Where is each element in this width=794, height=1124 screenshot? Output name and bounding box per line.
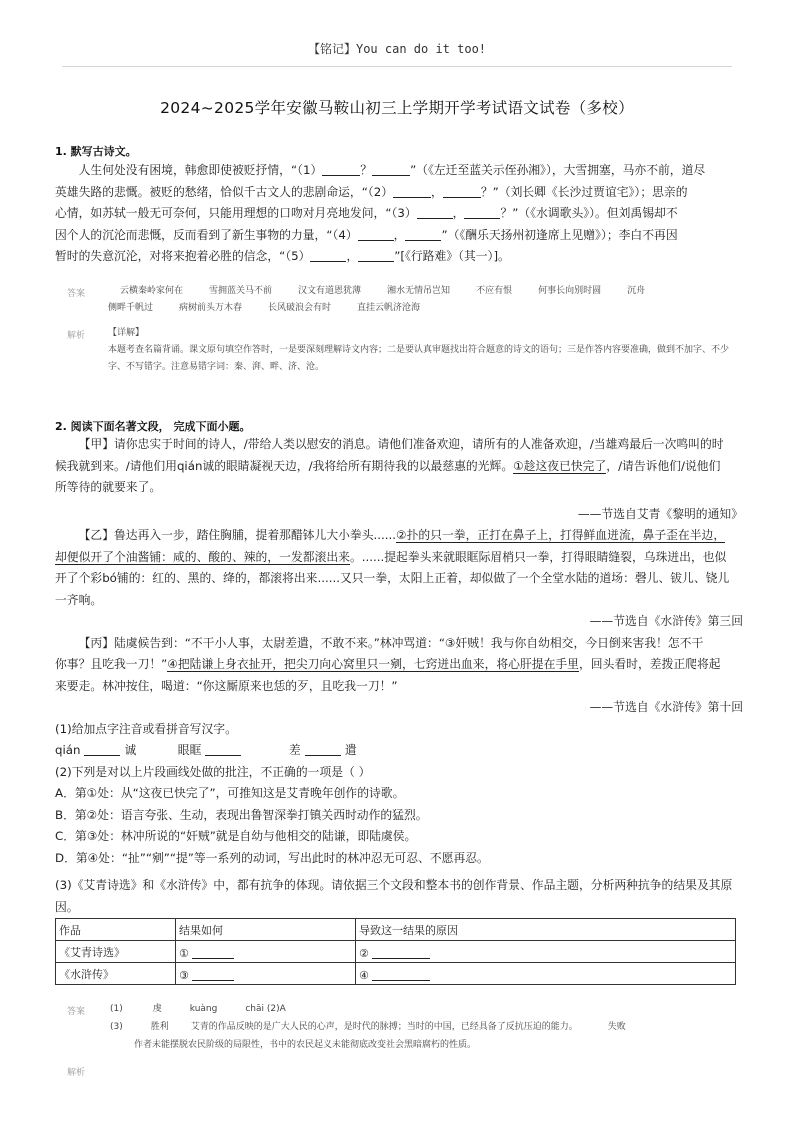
table-row — [56, 963, 736, 985]
table-header: 结果如何 — [176, 919, 356, 941]
blank-4a[interactable] — [358, 226, 394, 241]
blank-5b[interactable] — [358, 247, 394, 262]
blank-4b[interactable] — [405, 226, 441, 241]
blank-2b[interactable] — [443, 183, 481, 198]
blank-qian[interactable] — [84, 741, 120, 756]
blank-1a[interactable] — [322, 161, 360, 176]
blank-cell-2[interactable] — [372, 944, 430, 959]
q1-analysis-label: 解析 — [67, 331, 86, 341]
q2-heading: 2. 阅读下面名著文段， 完成下面小题。 — [55, 420, 251, 433]
header-motto: 【铭记】You can do it too! — [307, 42, 487, 56]
blank-3b[interactable] — [464, 204, 500, 219]
passage-yi-line3: 开了个彩bó铺的：红的、黑的、绛的，都滚将出来......又只一拳，太阳上正着，却似做了一个全堂水陆的道场：磬儿、钹儿、铙儿 — [55, 571, 730, 585]
blank-5a[interactable] — [310, 247, 346, 262]
blank-cell-4[interactable] — [372, 966, 430, 981]
header-divider — [62, 66, 732, 67]
passage-yi-source: ——节选自《水浒传》第三回 — [589, 614, 743, 628]
table-header: 导致这一结果的原因 — [356, 919, 736, 941]
q1-heading: 1. 默写古诗文。 — [55, 145, 137, 158]
option-b[interactable]: B．第②处：语言夸张、生动，表现出鲁智深拳打镇关西时动作的猛烈。 — [55, 807, 428, 822]
option-a[interactable]: A．第①处：从“这夜已快完了”，可推知这是艾青晚年创作的诗歌。 — [55, 786, 405, 800]
passage-yi-line2: 却便似开了个油酱铺：咸的、酸的、辣的，一发都滚出来。......提起拳头来就眼眶际眉梢只一拳，打得眼睛缝裂，乌珠迸出，也似 — [55, 549, 727, 564]
page-title: 2024~2025学年安徽马鞍山初三上学期开学考试语文试卷（多校） — [160, 99, 634, 117]
table-header: 作品 — [56, 919, 176, 941]
passage-jia-line1: 【甲】请你忠实于时间的诗人，/带给人类以慰安的消息。请他们准备欢迎，请所有的人准备欢迎，/当雄鸡最后一次鸣叫的时 — [78, 437, 724, 451]
passage-yi-line1: 【乙】鲁达再入一步，踏住胸脯，提着那醋钵儿大小拳头......②扑的只一拳，正打在鼻子上，打得鲜血迸流，鼻子歪在半边， — [78, 528, 726, 542]
passage-bing-source: ——节选自《水浒传》第十回 — [589, 700, 743, 714]
blank-1b[interactable] — [372, 161, 410, 176]
option-d[interactable]: D．第④处：“扯”“剜”“提”等一系列的动词，写出此时的林冲忍无可忍、不愿再忍。 — [55, 850, 489, 865]
table-cell[interactable]: ② — [356, 941, 736, 963]
q2-answer-line2: (3) 胜利 艾青的作品反映的是广大人民的心声，是时代的脉搏；当时的中国，已经具备了反抗压迫的能力。 失败 — [110, 1022, 626, 1032]
q2-answer-label: 答案 — [67, 1007, 86, 1017]
sub1-prompt: (1)给加点字注音或看拼音写汉字。 — [55, 721, 237, 736]
passage-bing-line2: 你事？且吃我一刀！”④把陆谦上身衣扯开，把尖刀向心窝里只一剜，七窍迸出血来，将心肝提在手里，回头看时，差拨正爬将起 — [55, 657, 721, 671]
blank-cell-3[interactable] — [192, 966, 234, 981]
sub3-prompt: (3)《艾青诗选》和《水浒传》中，都有抗争的体现。请依据三个文段和整本书的创作背景、作品主题，分析两种抗争的结果及其原 因。 — [55, 878, 733, 914]
table-cell[interactable]: ① — [176, 941, 356, 963]
sub2-prompt: (2)下列是对以上片段画线处做的批注，不正确的一项是（ ） — [55, 764, 371, 779]
passage-bing-line3: 来要走。林冲按住，喝道：“你这厮原来也恁的歹，且吃我一刀！” — [55, 678, 398, 693]
table-header-row — [56, 919, 736, 941]
q1-line2: 英雄失路的悲慨。被贬的愁绪，恰似千古文人的悲剧命运，“（2） ， ？”（刘长卿《长沙过贾谊宅》）；思亲的 — [55, 184, 688, 199]
q2-answer-line1: (1) 虔 kuàng chāi (2)A — [110, 1004, 286, 1014]
blank-3a[interactable] — [417, 204, 453, 219]
table-cell: 《艾青诗选》 — [56, 941, 176, 963]
table-cell: 《水浒传》 — [56, 963, 176, 985]
q1-line1: 人生何处没有困境，韩愈即使被贬抒情，“（1） ？ ”（《左迁至蓝关示侄孙湘》），大雪拥塞，马亦不前，道尽 — [78, 163, 706, 177]
q1-answers-row1: 云横秦岭家何在 雪拥蓝关马不前 汉文有道恩犹薄 湘水无情吊岂知 不应有恨 何事长向别时圆 沉舟 — [120, 286, 646, 296]
passage-jia-source: ——节选自艾青《黎明的通知》 — [577, 506, 743, 521]
passage-yi-line4: 一齐响。 — [55, 592, 103, 607]
table-row — [56, 941, 736, 963]
blank-cell-1[interactable] — [192, 944, 234, 959]
q1-body — [55, 160, 743, 268]
table-cell[interactable]: ④ — [356, 963, 736, 985]
answer-table — [55, 918, 736, 985]
q1-line5: 暂时的失意沉沦，对将来抱着必胜的信念，“（5） ， ”[《行路难》（其一）]。 — [55, 249, 510, 263]
q1-line3: 心情，如苏轼一般无可奈何，只能用理想的口吻对月亮地发问，“（3） ， ？”（《水调歌头》）。但刘禹锡却不 — [55, 206, 678, 220]
q2-analysis-label: 解析 — [67, 1068, 86, 1078]
sub1-items: qián 诚 眼眶 差 遣 — [55, 743, 357, 757]
q1-line4: 因个人的沉沦而悲慨，反而看到了新生事物的力量，“（4） ， ”（《酬乐天扬州初逢席上见赠》）；李白不再因 — [55, 227, 678, 242]
passage-bing-line1: 【丙】陆虞候告到：“不干小人事，太尉差遣，不敢不来。”林冲骂道：“③奸贼！我与你自幼相交，今日倒来害我！怎不干 — [78, 635, 704, 650]
passage-jia-line2: 候我就到来。/请他们用qián诚的眼睛凝视天边，/我将给所有期待我的以最慈惠的光辉。①趁这夜已快完了，/请告诉他们/说他们 — [55, 458, 721, 473]
passage-jia-line3: 所等待的就要来了。 — [55, 480, 162, 494]
q2-passages — [55, 434, 743, 869]
q2-answer-line3: 作者未能摆脱农民阶级的局限性，书中的农民起义未能彻底改变社会黑暗腐朽的性质。 — [134, 1040, 477, 1050]
blank-chai[interactable] — [305, 741, 341, 756]
q1-answer-label: 答案 — [67, 289, 86, 299]
q1-explanation: 【详解】 本题考查名篇背诵。课文原句填空作答时，一是要深刻理解诗文内容；二是要认真审题找出符合题意的诗文的语句；三是作答内容要准确，做到不加字、不少字、不写错字。注意易错字词：秦、湃、畔、济、沧。 — [108, 328, 730, 372]
q1-answers-row2: 侧畔千帆过 病树前头万木春 长风破浪会有时 直挂云帆济沧海 — [108, 303, 421, 313]
option-c[interactable]: C．第③处：林冲所说的“奸贼”就是自幼与他相交的陆谦，即陆虞侯。 — [55, 829, 417, 843]
blank-2a[interactable] — [393, 183, 431, 198]
table-cell[interactable]: ③ — [176, 963, 356, 985]
blank-kuang[interactable] — [205, 741, 241, 756]
